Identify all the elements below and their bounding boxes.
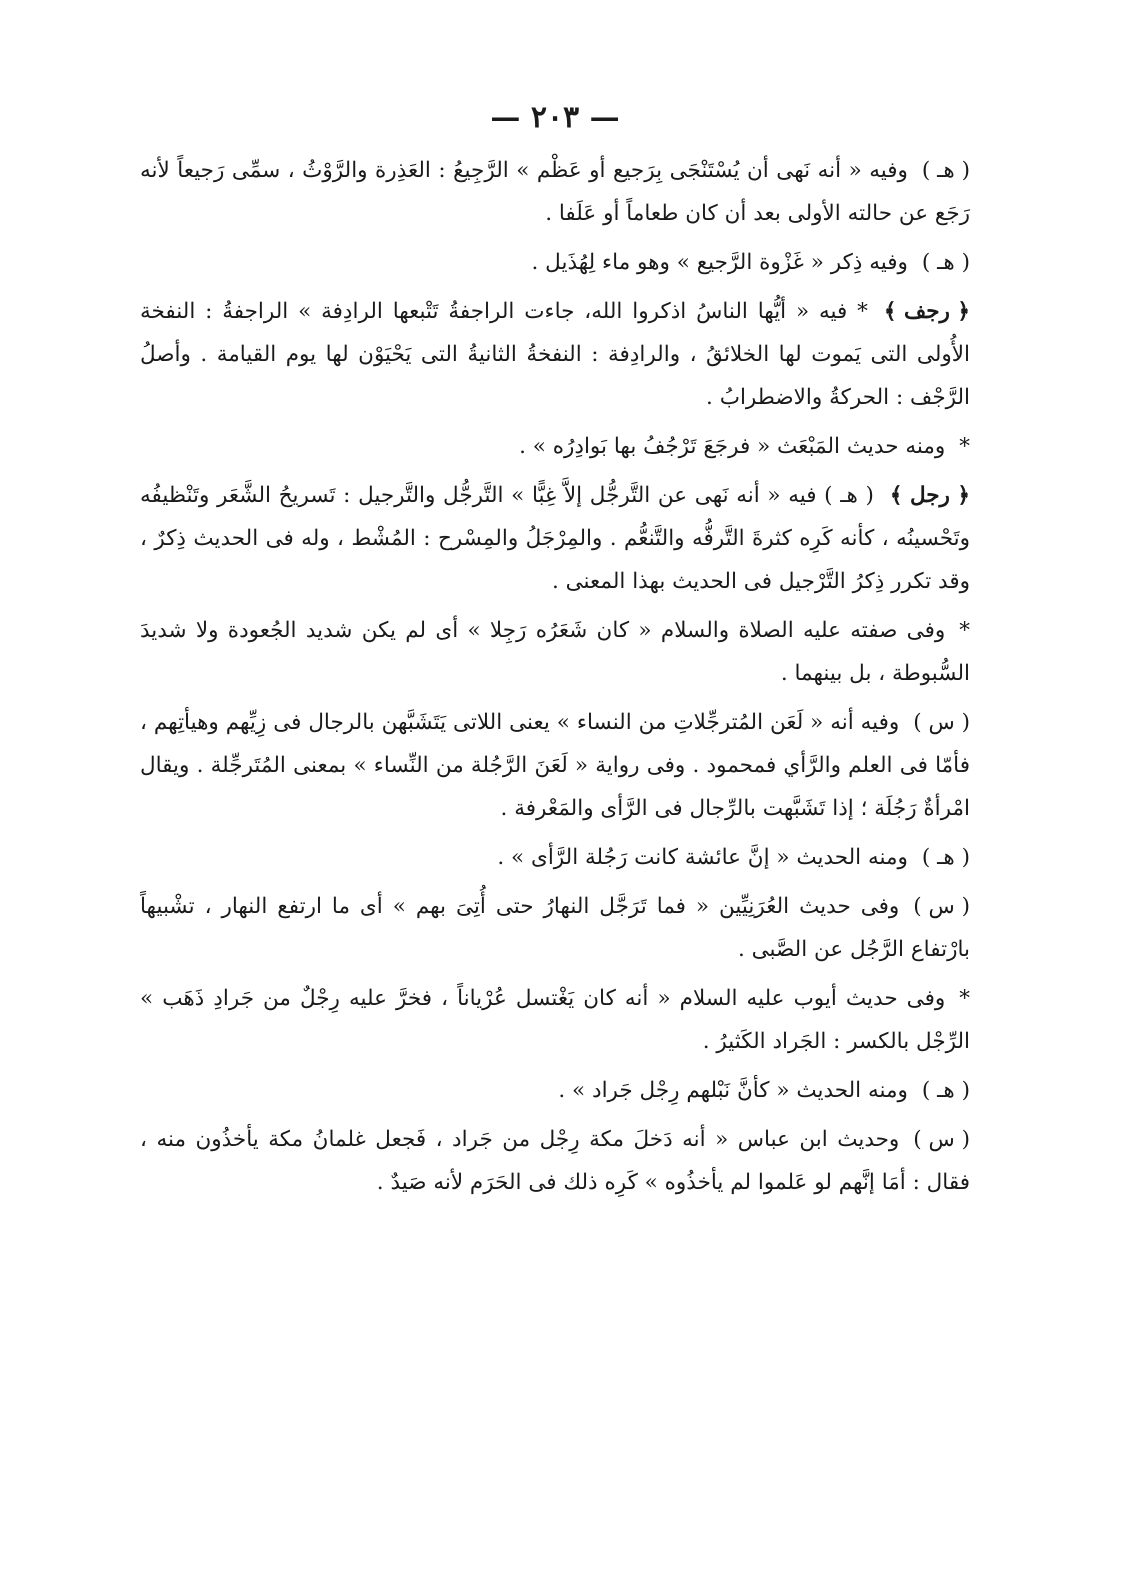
root-heading: ﴿ رجف ﴾ (883, 299, 970, 324)
paragraph-text: وحديث ابن عباس « أنه دَخلَ مكة رِجْل من جَراد ، فَجعل غلمانُ مكة يأخذُون منه ، فقال : أمَا إنَّهم لو عَلموا لم يأخذُوه » كَرِه ذلك فى الحَرَم لأنه صَيدٌ . (140, 1127, 970, 1195)
source-marker: ( هـ ) (921, 1078, 970, 1103)
paragraph-text: وفيه ذِكر « غَزْوة الرَّجيع » وهو ماء لِهُذَيل . (531, 250, 908, 275)
entry-paragraph (140, 701, 970, 830)
paragraph-text: وفى حديث العُرَنِيِّين « فما تَرَجَّل النهارُ حتى أُتِىَ بهم » أى ما ارتفع النهار ، تشْبيهاً بارْتفاع الرَّجُل عن الصَّبى . (140, 894, 970, 962)
source-marker: * (959, 618, 970, 643)
root-heading: ﴿ رجل ﴾ (889, 483, 970, 508)
paragraph-text: وفيه أنه « لَعَن المُترجِّلاتِ من النساء » يعنى اللاتى يَتَشَبَّهن بالرجال فى زِيِّهم وهيأتِهم ، فأمّا فى العلم والرَّأي فمحمود . وفى رواية « لَعَنَ الرَّجُلة من النِّساء » بمعنى المُتَرجِّلة . ويقال امْرأةٌ رَجُلَة ؛ إذا تَشَبَّهت بالرِّجال فى الرَّأى والمَعْرفة . (140, 710, 970, 821)
entry-paragraph (140, 977, 970, 1063)
entry-paragraph (140, 290, 970, 419)
source-marker: ( س ) (913, 1127, 970, 1152)
entry-paragraph (140, 836, 970, 879)
paragraph-text: وفيه « أنه نَهى أن يُسْتَنْجَى بِرَجيع أو عَظْم » الرَّجِيعُ : العَذِرة والرَّوْثُ ، سمِّى رَجيعاً لأنه رَجَع عن حالته الأولى بعد أن كان طعاماً أو عَلَفا . (140, 158, 970, 226)
page-number: — ٢٠٣ — (490, 100, 620, 135)
page-body (140, 100, 970, 1210)
entry-paragraph (140, 609, 970, 695)
paragraph-text: ومنه الحديث « كأنَّ نَبْلهم رِجْل جَراد » . (558, 1078, 908, 1103)
source-marker: ( هـ ) (921, 250, 970, 275)
source-marker: ( هـ ) (921, 158, 970, 183)
source-marker: * (959, 986, 970, 1011)
paragraph-text: ومنه الحديث « إنَّ عائشة كانت رَجُلة الرَّأى » . (497, 845, 908, 870)
entry-paragraph (140, 149, 970, 235)
entry-paragraph (140, 425, 970, 468)
source-marker: ( هـ ) (921, 845, 970, 870)
paragraph-text: ( هـ ) فيه « أنه نَهى عن التَّرجُّل إلاَّ غِبًّا » التَّرجُّل والتَّرجيل : تَسريحُ الشَّعَر وتَنْظيفُه وتَحْسينُه ، كأنه كَرِه كثرةَ التَّرفُّه والتَّنعُّم . والمِرْجَلُ والمِسْرح : المُشْط ، وله فى الحديث ذِكرٌ ، وقد تكرر ذِكرُ التَّرْجيل فى الحديث بهذا المعنى . (140, 483, 970, 594)
paragraph-text: * فيه « أيُّها الناسُ اذكروا الله، جاءت الراجفةُ تَتْبعها الرادِفة » الراجفةُ : النفخة الأُولى التى يَموت لها الخلائقُ ، والرادِفة : النفخةُ الثانيةُ التى يَحْيَوْن لها يوم القيامة . وأصلُ الرَّجْف : الحركةُ والاضطرابُ . (140, 299, 970, 410)
paragraph-text: ومنه حديث المَبْعَث « فرجَعَ تَرْجُفُ بها بَوادِرُه » . (519, 434, 946, 459)
paragraph-text: وفى صفته عليه الصلاة والسلام « كان شَعَرُه رَجِلا » أى لم يكن شديد الجُعودة ولا شديدَ السُّبوطة ، بل بينهما . (140, 618, 970, 686)
source-marker: ( س ) (913, 894, 970, 919)
entry-paragraph (140, 474, 970, 603)
source-marker: ( س ) (913, 710, 970, 735)
entry-paragraph (140, 1069, 970, 1112)
entry-paragraph (140, 1118, 970, 1204)
entry-paragraph (140, 241, 970, 284)
source-marker: * (959, 434, 970, 459)
entry-paragraph (140, 885, 970, 971)
paragraph-text: وفى حديث أيوب عليه السلام « أنه كان يَغْتسل عُرْياناً ، فخرَّ عليه رِجْلٌ من جَرادِ ذَهَب » الرِّجْل بالكسر : الجَراد الكَثيرُ . (140, 986, 970, 1054)
